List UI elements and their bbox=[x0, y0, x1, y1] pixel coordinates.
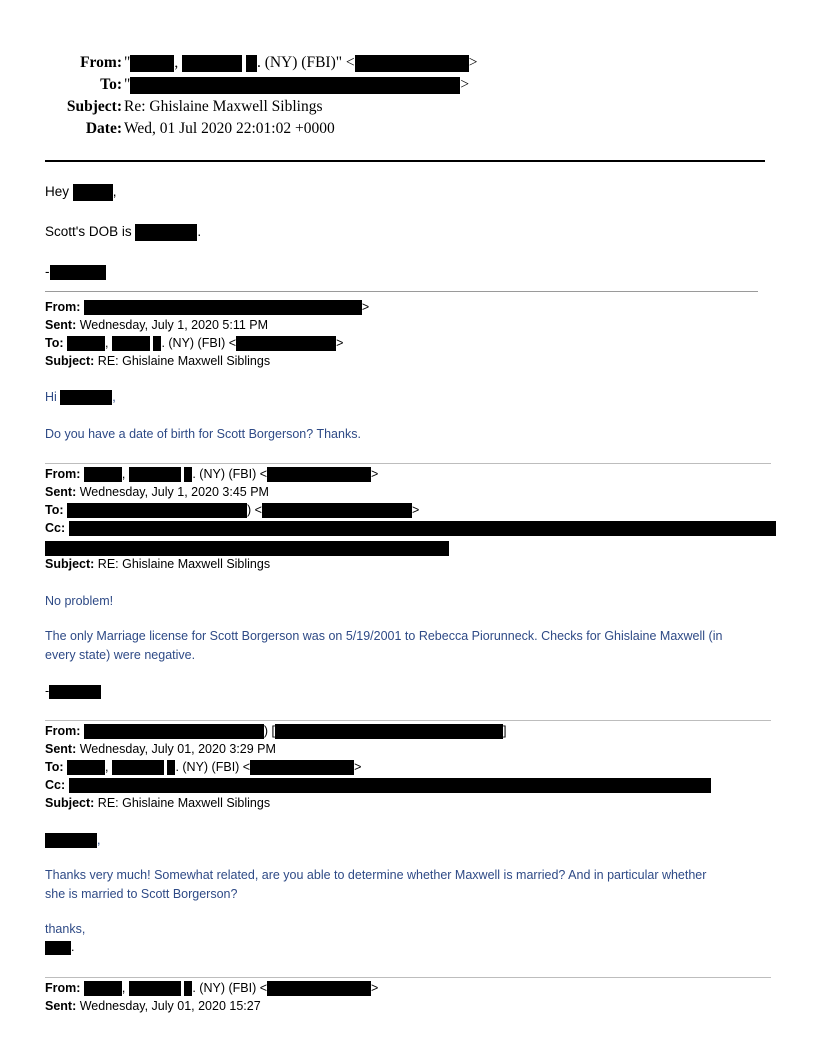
redaction bbox=[236, 336, 336, 351]
redaction bbox=[182, 55, 242, 72]
redaction bbox=[49, 685, 101, 699]
separator bbox=[45, 291, 758, 292]
redaction bbox=[112, 336, 150, 351]
redaction bbox=[112, 760, 164, 775]
redaction bbox=[69, 778, 711, 793]
msg2-greeting: Hi , bbox=[45, 390, 116, 404]
separator bbox=[45, 720, 771, 721]
separator bbox=[45, 977, 771, 978]
redaction bbox=[84, 724, 264, 739]
redaction bbox=[275, 724, 503, 739]
header-to-value: " > bbox=[124, 76, 470, 93]
header-divider bbox=[45, 160, 765, 162]
msg4-subject: Subject: RE: Ghislaine Maxwell Siblings bbox=[45, 796, 271, 810]
header-date-label: Date: bbox=[85, 120, 122, 137]
msg4-to: To: , . (NY) (FBI) < > bbox=[45, 760, 362, 774]
msg2-subject: Subject: RE: Ghislaine Maxwell Siblings bbox=[45, 354, 271, 368]
redaction bbox=[45, 941, 71, 955]
redaction bbox=[69, 521, 776, 536]
msg5-from: From: , . (NY) (FBI) < > bbox=[45, 981, 379, 995]
msg1-greeting: Hey , bbox=[45, 184, 117, 200]
msg5-sent: Sent: Wednesday, July 01, 2020 15:27 bbox=[45, 999, 261, 1013]
redaction bbox=[50, 265, 106, 280]
msg4-greeting: , bbox=[45, 833, 100, 848]
header-to-label: To: bbox=[100, 76, 122, 93]
msg4-from: From: ) [ ] bbox=[45, 724, 507, 738]
redaction bbox=[45, 833, 97, 848]
msg2-sent: Sent: Wednesday, July 1, 2020 5:11 PM bbox=[45, 318, 269, 332]
email-header bbox=[0, 52, 816, 142]
msg3-from: From: , . (NY) (FBI) < > bbox=[45, 467, 379, 481]
redaction bbox=[84, 981, 122, 996]
msg1-dob: Scott's DOB is . bbox=[45, 224, 202, 240]
header-date-value: Wed, 01 Jul 2020 22:01:02 +0000 bbox=[124, 120, 335, 137]
redaction bbox=[67, 760, 105, 775]
redaction bbox=[355, 55, 469, 72]
redaction bbox=[67, 503, 247, 518]
msg4-sent: Sent: Wednesday, July 01, 2020 3:29 PM bbox=[45, 742, 276, 756]
redaction bbox=[250, 760, 354, 775]
redaction bbox=[84, 300, 362, 315]
header-subject-value: Re: Ghislaine Maxwell Siblings bbox=[124, 98, 323, 115]
msg4-signature: . bbox=[45, 940, 74, 955]
header-from-label: From: bbox=[80, 54, 122, 71]
msg2-body: Do you have a date of birth for Scott Borgerson? Thanks. bbox=[45, 427, 361, 441]
msg3-signature: - bbox=[45, 684, 101, 699]
msg3-subject: Subject: RE: Ghislaine Maxwell Siblings bbox=[45, 557, 271, 571]
msg4-cc: Cc: bbox=[45, 778, 711, 793]
msg3-body1: No problem! bbox=[45, 594, 114, 608]
redaction bbox=[267, 467, 371, 482]
redaction bbox=[135, 224, 197, 241]
redaction bbox=[129, 981, 181, 996]
redaction bbox=[130, 77, 460, 94]
redaction bbox=[267, 981, 371, 996]
msg3-to: To: ) < > bbox=[45, 503, 420, 517]
redaction bbox=[45, 541, 449, 556]
redaction bbox=[60, 390, 112, 405]
msg4-body-line1: Thanks very much! Somewhat related, are you able to determine whether Maxwell is married? And in particular whether bbox=[45, 868, 707, 882]
redaction bbox=[246, 55, 257, 72]
msg3-cc: Cc: bbox=[45, 521, 776, 536]
msg2-from: From: > bbox=[45, 300, 370, 314]
msg4-closing: thanks, bbox=[45, 922, 86, 936]
redaction bbox=[262, 503, 412, 518]
msg3-sent: Sent: Wednesday, July 1, 2020 3:45 PM bbox=[45, 485, 269, 499]
msg3-body2-line2: every state) were negative. bbox=[45, 648, 196, 662]
msg4-body-line2: she is married to Scott Borgerson? bbox=[45, 887, 238, 901]
msg3-body2-line1: The only Marriage license for Scott Borgerson was on 5/19/2001 to Rebecca Piorunneck. Checks for Ghislaine Maxwell (in bbox=[45, 629, 723, 643]
redaction bbox=[67, 336, 105, 351]
msg2-to: To: , . (NY) (FBI) < > bbox=[45, 336, 344, 350]
redaction bbox=[130, 55, 174, 72]
redaction bbox=[84, 467, 122, 482]
header-subject-label: Subject: bbox=[66, 98, 122, 115]
separator bbox=[45, 463, 771, 464]
redaction bbox=[129, 467, 181, 482]
header-from-value: " , . (NY) (FBI)" < > bbox=[124, 54, 478, 71]
redaction bbox=[73, 184, 113, 201]
msg1-signature: - bbox=[45, 264, 106, 280]
